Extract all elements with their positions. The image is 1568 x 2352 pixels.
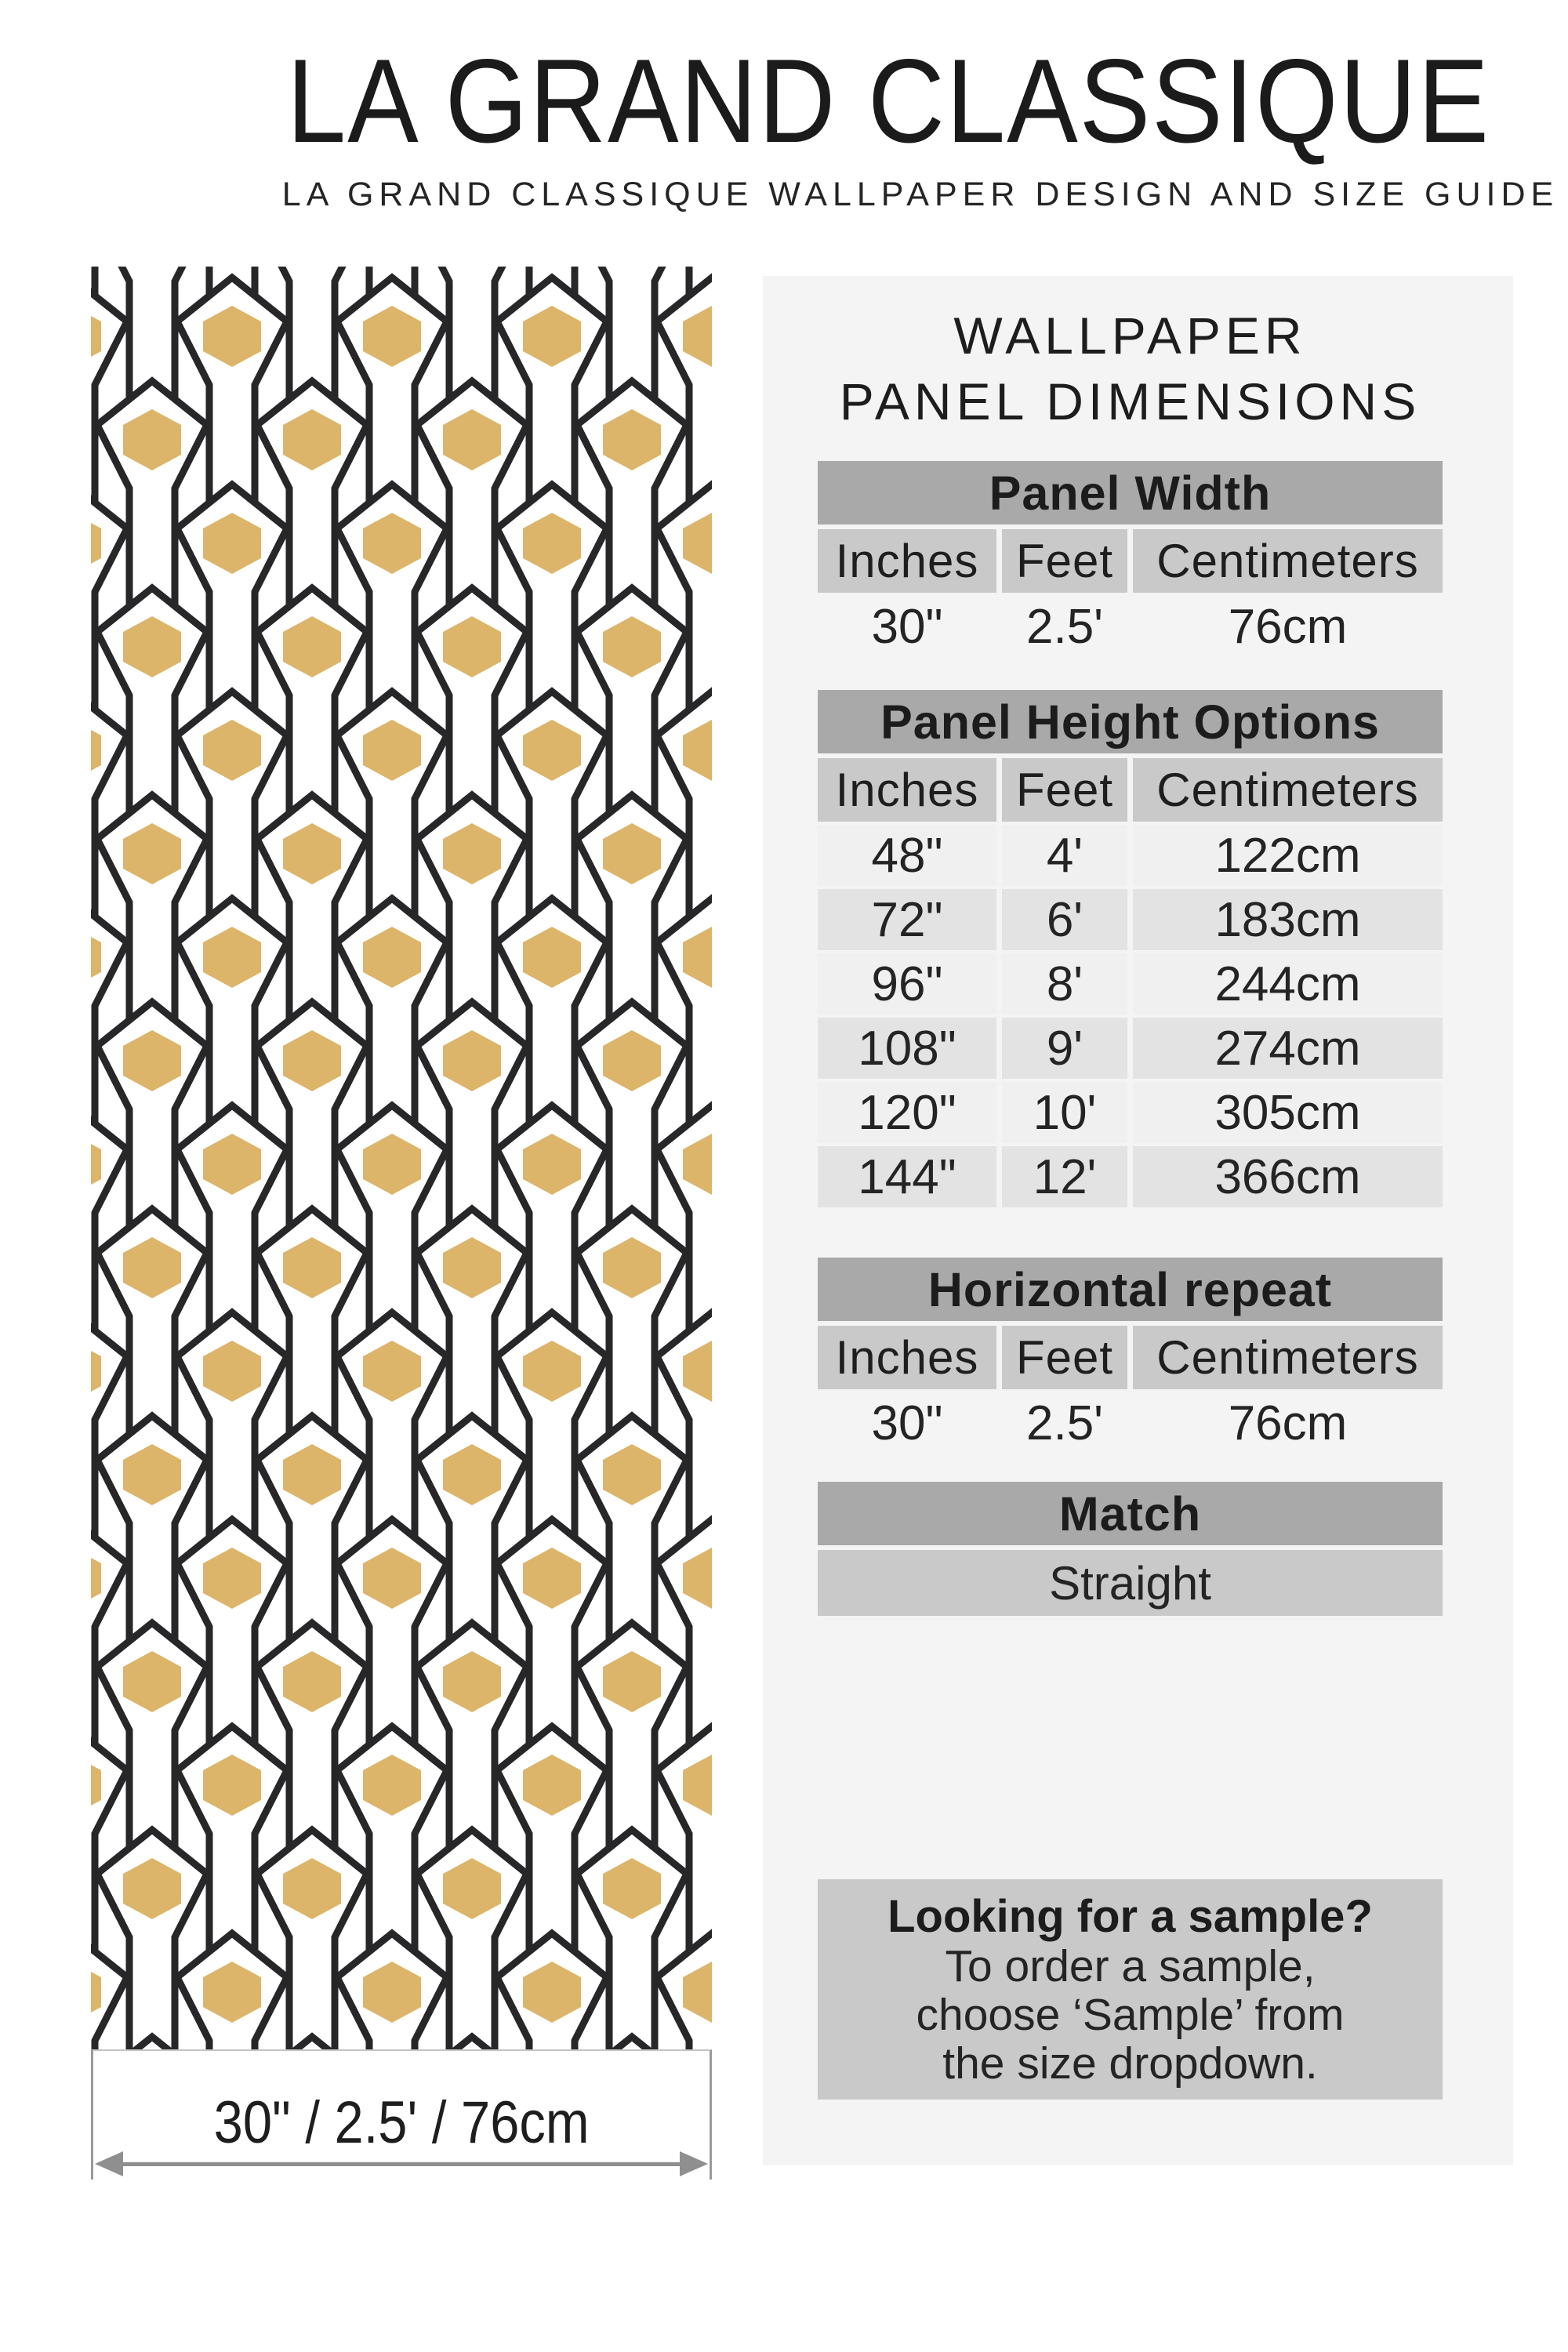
panel-height-table-title: Panel Height Options xyxy=(818,690,1443,753)
table-value-cell: 4' xyxy=(1002,825,1127,886)
table-header-cell: Centimeters xyxy=(1133,758,1443,822)
table-value-cell: 48" xyxy=(818,825,996,886)
table-value-cell: 12' xyxy=(1002,1146,1127,1207)
table-value-cell: 96" xyxy=(818,953,996,1014)
table-header-cell: Centimeters xyxy=(1133,1326,1443,1389)
width-dimension-text: 30" / 2.5' / 76cm xyxy=(213,2089,590,2156)
match-table xyxy=(818,1482,1443,1616)
panel-title-line2: PANEL DIMENSIONS xyxy=(839,372,1421,430)
table-value-cell: 76cm xyxy=(1228,1396,1348,1450)
table-value-cell: 10' xyxy=(1002,1082,1127,1143)
table-value-cell: 72" xyxy=(818,889,996,950)
table-value-cell: 9' xyxy=(1002,1018,1127,1079)
match-value: Straight xyxy=(818,1550,1443,1616)
table-header-cell: Inches xyxy=(818,758,996,822)
table-value-cell: 30" xyxy=(871,1396,943,1450)
brand-title: LA GRAND CLASSIQUE xyxy=(286,34,1490,168)
table-header-cell: Feet xyxy=(1002,758,1127,822)
table-header-cell: Feet xyxy=(1002,529,1127,593)
match-table-title: Match xyxy=(818,1482,1443,1545)
arrow-right-head-icon xyxy=(680,2151,708,2176)
sample-note-line: the size dropdown. xyxy=(942,2038,1318,2089)
header-subtitle: LA GRAND CLASSIQUE WALLPAPER DESIGN AND SIZE GUIDE xyxy=(281,176,1559,213)
table-value-cell: 122cm xyxy=(1133,825,1443,886)
sample-note-box xyxy=(818,1879,1443,2100)
sample-note-title: Looking for a sample? xyxy=(887,1891,1373,1942)
sample-note-line: To order a sample, xyxy=(945,1941,1316,1991)
panel-width-table xyxy=(818,461,1443,657)
table-value-cell: 144" xyxy=(818,1146,996,1207)
table-value-cell: 274cm xyxy=(1133,1018,1443,1079)
horizontal-repeat-table xyxy=(818,1258,1443,1454)
table-value-cell: 6' xyxy=(1002,889,1127,950)
panel-title-line1: WALLPAPER xyxy=(953,307,1307,365)
panel-height-table xyxy=(818,690,1443,1207)
panel-title xyxy=(818,303,1443,434)
table-value-cell: 76cm xyxy=(1228,599,1348,654)
table-header-cell: Inches xyxy=(818,1326,996,1389)
table-value-cell: 244cm xyxy=(1133,953,1443,1014)
panel-height-table-grid xyxy=(818,758,1443,1207)
panel-width-table-title: Panel Width xyxy=(818,461,1443,524)
arrow-shaft xyxy=(101,2162,702,2166)
header-subtitle-band xyxy=(0,176,1568,214)
table-header-cell: Feet xyxy=(1002,1326,1127,1389)
table-value-cell: 108" xyxy=(818,1018,996,1079)
horizontal-repeat-table-title: Horizontal repeat xyxy=(818,1258,1443,1321)
sample-note-line: choose ‘Sample’ from xyxy=(916,1990,1345,2040)
table-header-cell: Centimeters xyxy=(1133,529,1443,593)
table-value-cell: 120" xyxy=(818,1082,996,1143)
table-value-cell: 2.5' xyxy=(1025,1396,1104,1450)
table-value-cell: 183cm xyxy=(1133,889,1443,950)
horizontal-repeat-table-grid xyxy=(818,1326,1443,1454)
table-value-cell: 8' xyxy=(1002,953,1127,1014)
hexagon-pattern-image xyxy=(91,267,712,2049)
table-value-cell: 2.5' xyxy=(1025,599,1104,654)
header xyxy=(0,34,1568,168)
table-value-cell: 366cm xyxy=(1133,1146,1443,1207)
wallpaper-swatch xyxy=(91,267,712,2049)
panel-width-table-grid xyxy=(818,529,1443,657)
table-header-cell: Inches xyxy=(818,529,996,593)
width-arrow xyxy=(95,2151,708,2176)
table-value-cell: 305cm xyxy=(1133,1082,1443,1143)
dimensions-panel xyxy=(763,276,1513,2165)
panel-width-dimension-box xyxy=(91,2049,712,2180)
table-value-cell: 30" xyxy=(871,599,943,654)
